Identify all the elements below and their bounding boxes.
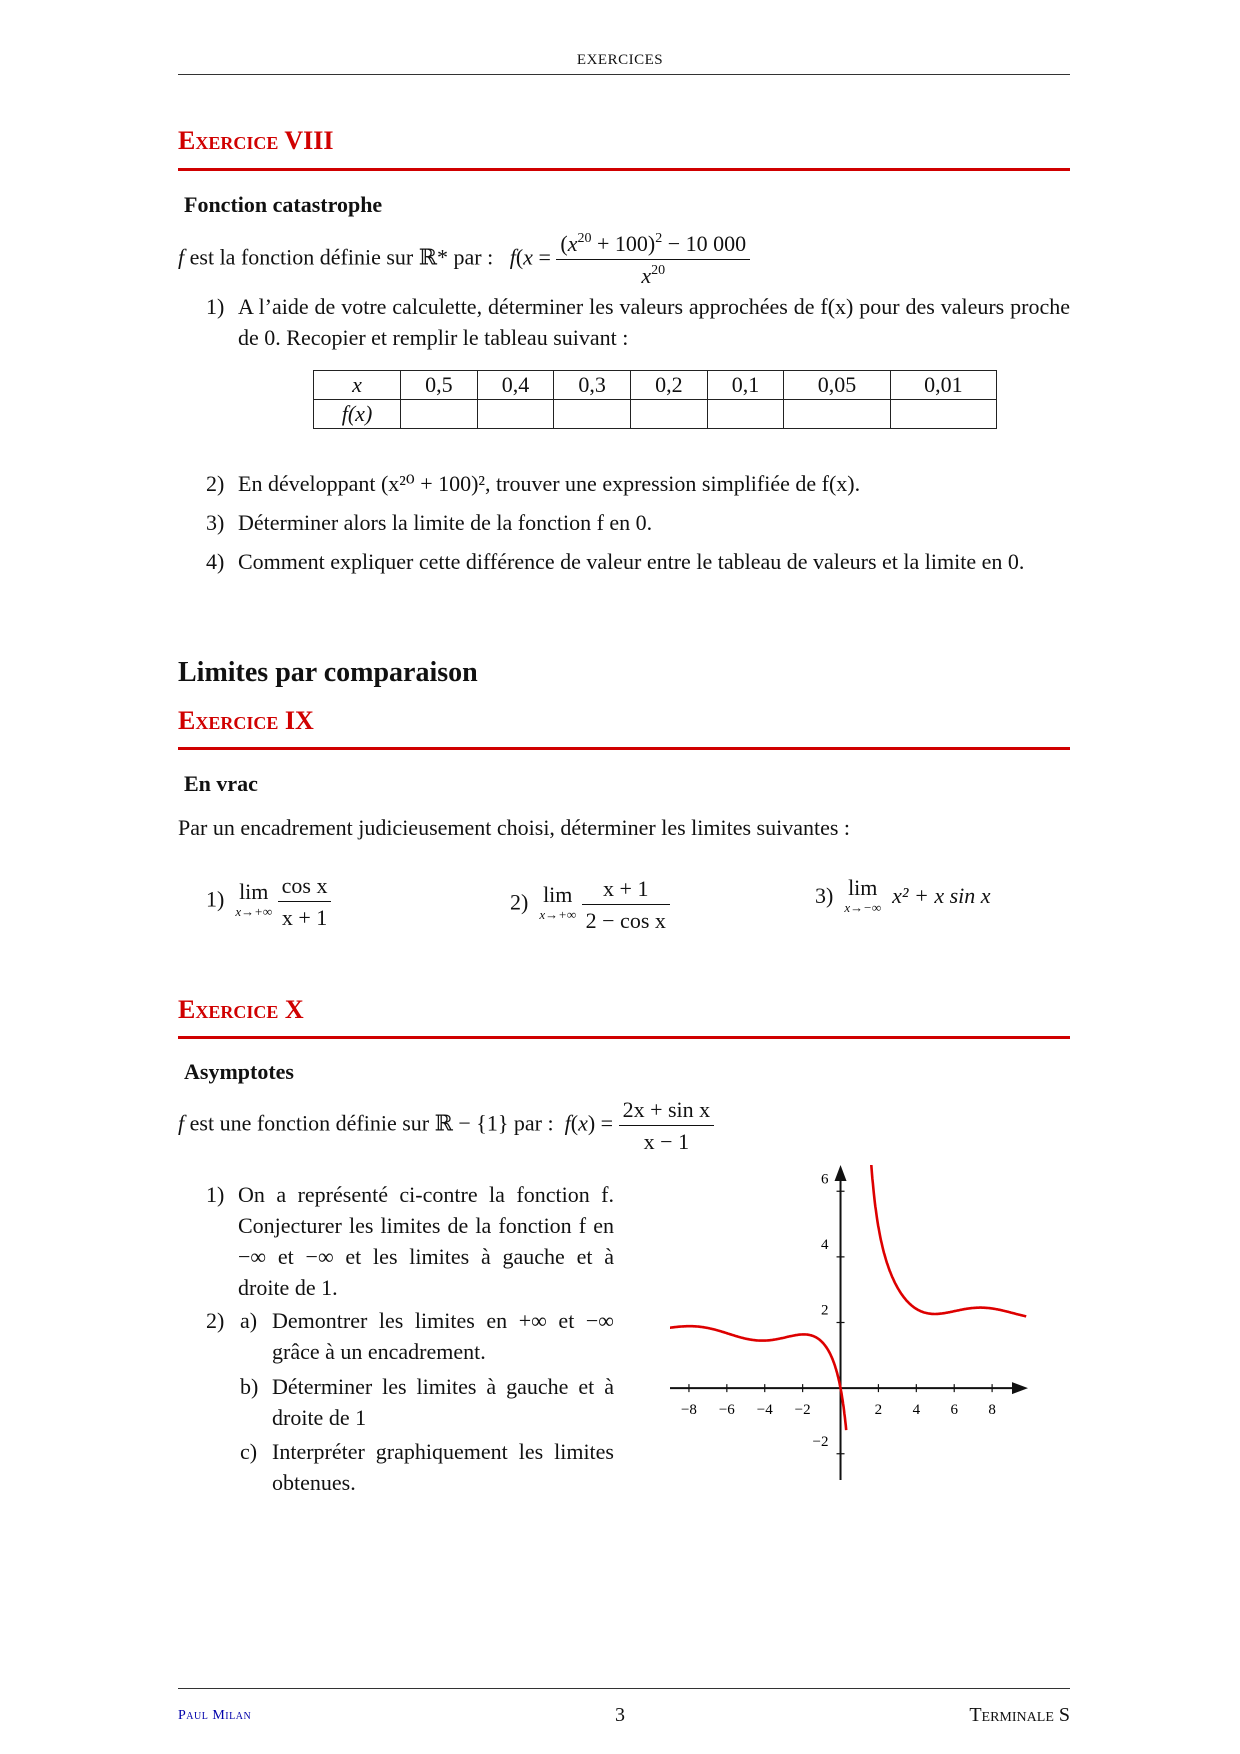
exercise-9-rule bbox=[178, 747, 1070, 750]
table-cell: 0,4 bbox=[477, 371, 554, 400]
exercise-10-item-1: 1) On a représenté ci-contre la fonction f. Conjecturer les limites de la fonction f en −∞ et −∞ et les limites à gauche et à droite de 1. bbox=[206, 1182, 614, 1300]
footer-author: Paul Milan bbox=[178, 1708, 252, 1723]
x-tick-label: 4 bbox=[912, 1402, 921, 1419]
table-cell: 0,05 bbox=[784, 371, 890, 400]
footer-rule bbox=[178, 1688, 1070, 1689]
exercise-10-item-2c: c) Interpréter graphiquement les limites obtenues. bbox=[240, 1439, 614, 1495]
exercise-10-rule bbox=[178, 1036, 1070, 1039]
header-rule bbox=[178, 74, 1070, 75]
x-tick-label: −6 bbox=[718, 1402, 735, 1419]
page-number: 3 bbox=[615, 1704, 625, 1726]
exercise-8-intro: f est la fonction définie sur ℝ* par : f(x = $\frac{(x^{20} + 100)^2 - 10 000}{x^{20}}$ bbox=[178, 228, 750, 291]
definition-fraction: $\frac{(x^{20} + 100)^2 - 10 000}{x^{20}}$ bbox=[556, 228, 750, 291]
intro-text: est la fonction définie sur ℝ* par : bbox=[189, 244, 494, 270]
limit-3: 3) lim x→−∞ x² + x sin x bbox=[815, 875, 991, 915]
y-axis-arrow bbox=[835, 1165, 847, 1181]
x-tick-label: −8 bbox=[680, 1402, 697, 1419]
exercise-8-rule bbox=[178, 168, 1070, 171]
section-title: Limites par comparaison bbox=[178, 657, 478, 688]
exercise-9-title: Exercice IX bbox=[178, 706, 314, 735]
table-cell: 0,5 bbox=[401, 371, 478, 400]
exercise-number: VIII bbox=[284, 126, 334, 155]
footer-class: Terminale S bbox=[969, 1704, 1070, 1726]
y-tick-label: 6 bbox=[821, 1171, 829, 1188]
y-tick-label: 2 bbox=[821, 1302, 829, 1319]
exercise-10-title: Exercice X bbox=[178, 995, 304, 1024]
x-tick-label: 2 bbox=[874, 1402, 883, 1419]
table-cell: 0,2 bbox=[631, 371, 708, 400]
function-graph bbox=[670, 1165, 1030, 1480]
values-table: x 0,5 0,4 0,3 0,2 0,1 0,05 0,01 f(x) bbox=[313, 370, 997, 429]
table-cell: 0,3 bbox=[554, 371, 631, 400]
x-tick-label: −2 bbox=[794, 1402, 811, 1419]
y-tick-label: −2 bbox=[812, 1433, 829, 1450]
exercise-10-item-2b: b) Déterminer les limites à gauche et à droite de 1 bbox=[240, 1374, 614, 1430]
exercise-9-subtitle: En vrac bbox=[184, 771, 258, 796]
exercise-8-item-2: 2) En développant (x²⁰ + 100)², trouver une expression simplifiée de f(x). bbox=[206, 471, 861, 496]
x-tick-label: −4 bbox=[756, 1402, 773, 1419]
exercise-10-item-2a: 2) a) Demontrer les limites en +∞ et −∞ grâce à un encadrement. bbox=[206, 1308, 614, 1364]
exercise-label: Exercice bbox=[178, 126, 279, 155]
y-tick-label: 4 bbox=[821, 1236, 829, 1253]
x-axis-arrow bbox=[1012, 1382, 1028, 1394]
limit-1: 1) lim x→+∞ $\frac{\text{cos x}}{x + 1}$ bbox=[206, 870, 331, 933]
exercise-10-subtitle: Asymptotes bbox=[184, 1059, 294, 1084]
exercise-8-item-4: 4) Comment expliquer cette différence de valeur entre le tableau de valeurs et la limite en 0. bbox=[206, 549, 1025, 574]
exercise-8-item-3: 3) Déterminer alors la limite de la fonction f en 0. bbox=[206, 510, 653, 535]
x-tick-label: 6 bbox=[950, 1402, 958, 1419]
exercise-9-intro: Par un encadrement judicieusement choisi, déterminer les limites suivantes : bbox=[178, 815, 851, 840]
exercise-8-title bbox=[178, 126, 334, 156]
exercise-8-item-1: 1) A l’aide de votre calculette, déterminer les valeurs approchées de f(x) pour des valeurs proche de 0. Recopier et remplir le tableau suivant : bbox=[206, 294, 1070, 350]
exercise-10-intro: f est une fonction définie sur ℝ − {1} par : f(x) = $\frac{\text{2x + sin x}}{x - 1}$ bbox=[178, 1094, 714, 1157]
right-branch-curve bbox=[870, 1165, 1027, 1316]
x-tick-label: 8 bbox=[988, 1402, 996, 1419]
table-cell: 0,1 bbox=[707, 371, 784, 400]
limit-2: 2) lim x→+∞ $\frac{x + 1}{\text{2 − cos x}}$ bbox=[510, 873, 670, 936]
running-header: EXERCICES bbox=[576, 52, 664, 68]
exercise-8-subtitle: Fonction catastrophe bbox=[184, 192, 383, 217]
table-cell: 0,01 bbox=[890, 371, 996, 400]
